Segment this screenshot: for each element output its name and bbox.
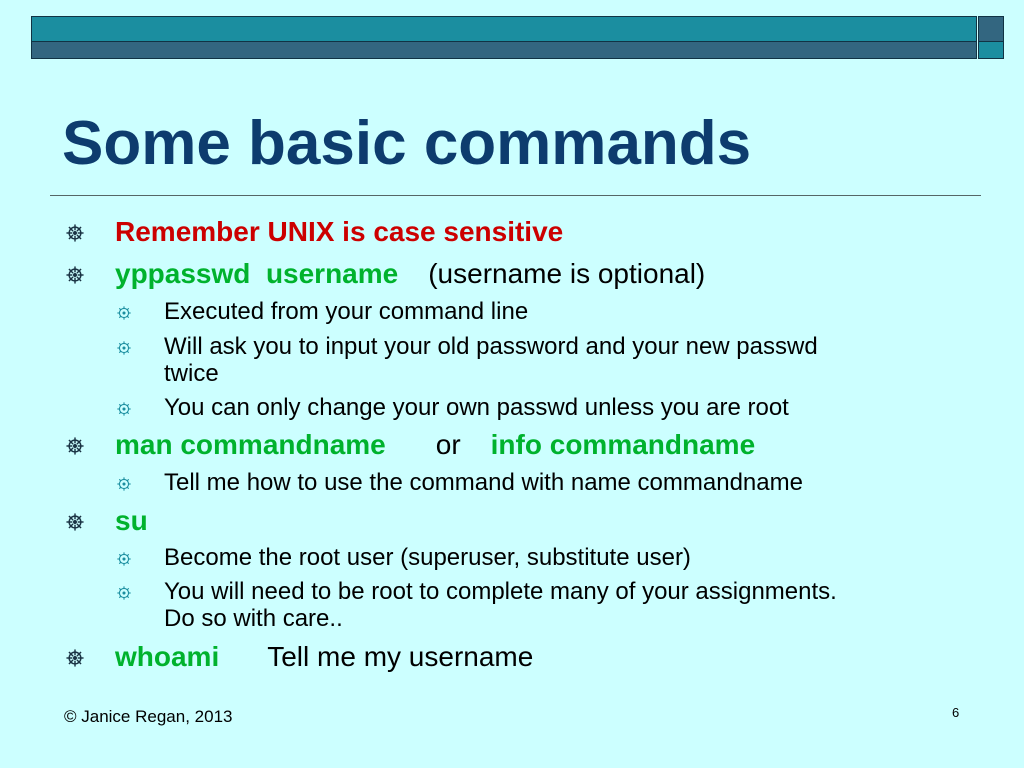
sub-bullet-text: Will ask you to input your old password and your new passwd [164,333,818,360]
slide-title: Some basic commands [62,109,752,178]
command-man: man commandname [115,429,386,460]
small-wheel-icon [117,306,131,320]
ship-wheel-icon [66,224,84,242]
bullet-note: (username is optional) [428,258,706,289]
header-square-top [978,16,1004,42]
header-bar-main [31,16,977,42]
bullet-text: Remember UNIX is case sensitive [115,216,564,247]
sub-bullet-text: You can only change your own passwd unless you are root [164,394,789,421]
sub-bullet-text: twice [164,360,219,387]
header-bar-sub [31,42,977,59]
ship-wheel-icon [66,513,84,531]
small-wheel-icon [117,477,131,491]
command-su: su [115,505,148,536]
command-whoami: whoami [115,641,220,672]
title-divider [50,195,981,196]
sub-bullet-text: Do so with care.. [164,605,343,632]
small-wheel-icon [117,586,131,600]
command-yppasswd: yppasswd username [115,258,399,289]
command-info: info commandname [490,429,756,460]
footer-copyright: © Janice Regan, 2013 [64,707,233,726]
ship-wheel-icon [66,649,84,667]
page-number: 6 [952,705,960,720]
ship-wheel-icon [66,266,84,284]
sub-bullet-text: Tell me how to use the command with name commandname [164,469,803,496]
small-wheel-icon [117,552,131,566]
whoami-description: Tell me my username [267,641,534,672]
sub-bullet-text: You will need to be root to complete many of your assignments. [164,578,837,605]
small-wheel-icon [117,402,131,416]
ship-wheel-icon [66,437,84,455]
sub-bullet-text: Executed from your command line [164,298,529,325]
sub-bullet-text: Become the root user (superuser, substitute user) [164,544,691,571]
header-square-bottom [978,42,1004,59]
small-wheel-icon [117,341,131,355]
connector-or: or [435,429,461,460]
